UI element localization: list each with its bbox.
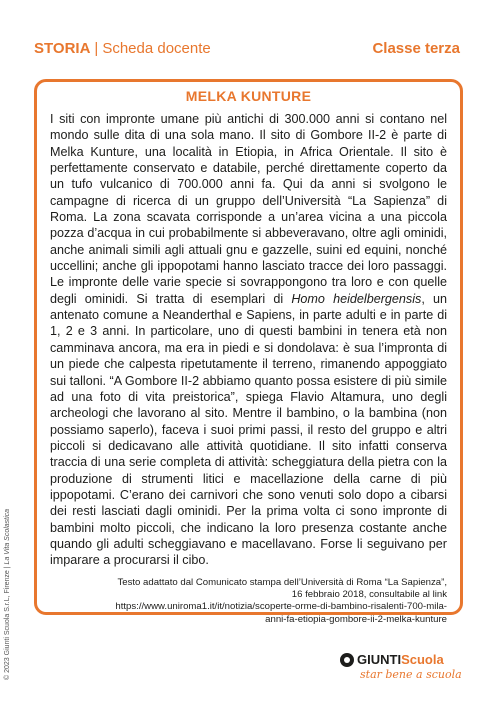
article-body <box>50 111 447 569</box>
header-left <box>34 40 211 57</box>
logo-brand-part1: GIUNTI <box>357 652 402 667</box>
giunti-scuola-logo <box>340 652 470 692</box>
source-line-2: 16 febbraio 2018, consultabile al link <box>291 589 447 601</box>
body-text-part1: I siti con impronte umane più antichi di 300.000 anni si contano nel mondo sulle dita di una sola mano. Il sito di Gombore II-2 è parte di Melka Kunture, una località in Etiopia, in Africa Orientale. Il sito è perfettamente conservato e databile, perché direttamente coperto da un tufo vulcanico di 700.000 anni fa. Qui da anni si svolgono le campagne di ricerca di un gruppo dell’Università “La Sapienza” di Roma. La zona scavata corrisponde a un’area vicina a una piccola pozza d’acqua in cui probabilmente si abbeveravano, oltre agli ominidi, anche animali simili agli attuali gnu e gazzelle, suini ed equini, nonché uccellini; anche gli ippopotami hanno lasciato tracce dei loro passaggi. Le impronte delle varie specie si sovrappongono tra loro e con quelle degli ominidi. Si tratta di esemplari di <box>50 112 447 306</box>
giunti-logo-icon <box>340 653 354 667</box>
copyright-text: © 2023 Giunti Scuola S.r.L, Firenze | <box>4 564 11 680</box>
source-citation <box>50 577 447 627</box>
source-link-line-1: https://www.uniroma1.it/it/notizia/scoperte-orme-di-bambino-risalenti-700-mila- <box>115 601 447 613</box>
source-line-1: Testo adattato dal Comunicato stampa dell’Università di Roma “La Sapienza”, <box>117 576 447 588</box>
species-name: Homo heidelbergensis <box>291 291 422 306</box>
article-title: MELKA KUNTURE <box>185 88 312 104</box>
source-link-line-2: anni-fa-etiopia-gombore-ii-2-melka-kunture <box>265 613 447 625</box>
header-separator: | <box>94 40 99 57</box>
page-header <box>34 40 460 57</box>
grade-label: Classe terza <box>372 40 460 57</box>
subject-label: STORIA <box>34 40 91 57</box>
doc-type-label: Scheda docente <box>102 40 211 57</box>
logo-brand-part2: Scuola <box>401 652 444 667</box>
copyright-magazine: La Vita Scolastica <box>4 508 11 565</box>
body-text-part2: , un antenato comune a Neanderthal e Sapiens, in parte adulti e in parte di 1, 2 e 3 anni. In particolare, uno di questi bambini in tenera età non camminava ancora, ma era in piedi e si dondolava: è sua l’impronta di un piede che calpesta ripetutamente il terreno, rimanendo appoggiato sui talloni. “A Gombore II-2 abbiamo quanto possa esistere di più simile ad una foto di vita preistorica”, spiega Flavio Altamura, uno degli archeologi che lavorano al sito. Mentre il bambino, o la bambina (non possiamo saperlo), faceva i suoi primi passi, il resto del gruppo e altri piccoli si dedicavano alle attività quotidiane. Il sito infatti conserva traccia di una serie completa di attività: scheggiatura della pietra con la produzione di strumenti litici e macellazione della carne di più ippopotami. C’erano dei carnivori che sono venuti solo dopo a cibarsi dei resti lasciati dagli ominidi. Per la prima volta ci sono impronte di bambini molto piccoli, che indicano la loro presenza costante anche quando gli adulti scheggiavano e macellavano. Forse li seguivano per imparare a procurarsi il cibo. <box>50 291 448 568</box>
logo-row <box>340 652 470 667</box>
copyright-text-wrap <box>4 509 11 680</box>
logo-tagline: star bene a scuola <box>360 668 462 681</box>
article-box <box>34 79 463 625</box>
copyright-notice <box>4 470 16 680</box>
